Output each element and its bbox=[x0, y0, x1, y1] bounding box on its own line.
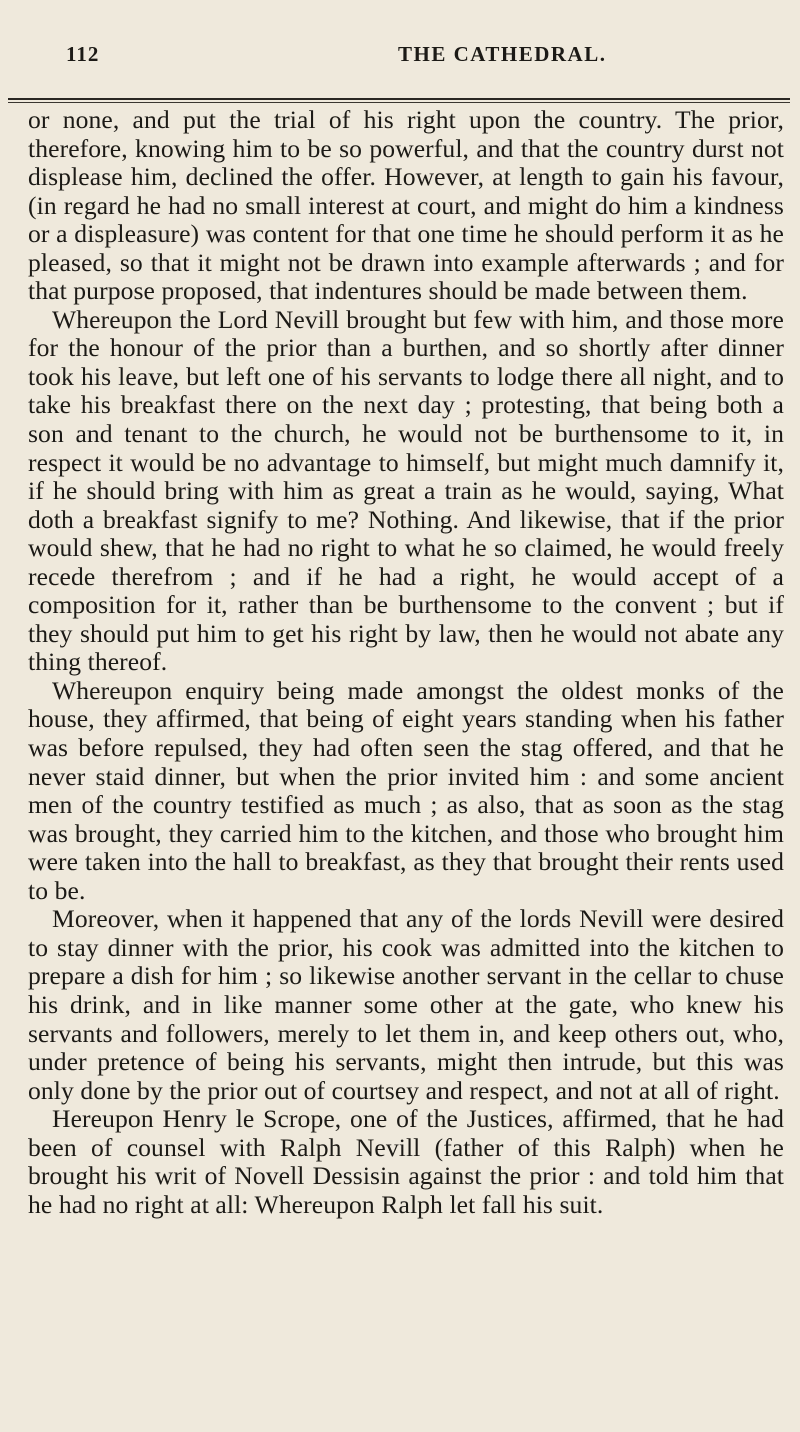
paragraph: Whereupon the Lord Nevill brought but few with him, and those more for the honour of the prior than a burthen, and so shortly after dinner took his leave, but left one of his servants to lodge there all night, and to take his breakfast there on the next day ; protesting, that being both a son and tenant to the church, he would not be burthensome to it, in respect it would be no advantage to himself, but might much damnify it, if he should bring with him as great a train as he would, saying, What doth a breakfast signify to me? Nothing. And likewise, that if the prior would shew, that he had no right to what he so claimed, he would freely recede therefrom ; and if he had a right, he would accept of a composition for it, rather than be burthensome to the convent ; but if they should put him to get his right by law, then he would not abate any thing thereof. bbox=[28, 304, 784, 677]
paragraph: Moreover, when it happened that any of the lords Nevill were desired to stay dinner with the prior, his cook was admitted into the kitchen to prepare a dish for him ; so likewise another servant in the cellar to chuse his drink, and in like manner some other at the gate, who knew his servants and followers, merely to let them in, and keep others out, who, under pretence of being his servants, might then intrude, but this was only done by the prior out of courtsey and respect, and not at all of right. bbox=[28, 904, 784, 1105]
header-rule bbox=[8, 98, 790, 100]
running-head bbox=[52, 0, 782, 70]
paragraph: Whereupon enquiry being made amongst the oldest monks of the house, they affirmed, that being of eight years standing when his father was before repulsed, they had often seen the stag offered, and that he never staid dinner, but when the prior invited him : and some ancient men of the country testified as much ; as also, that as soon as the stag was brought, they carried him to the kitchen, and those who brought him were taken into the hall to breakfast, as they that brought their rents used to be. bbox=[28, 675, 784, 905]
running-title: THE CATHEDRAL. bbox=[398, 42, 607, 66]
page-number: 112 bbox=[66, 42, 100, 66]
paragraph: Hereupon Henry le Scrope, one of the Justices, affirmed, that he had been of counsel with Ralph Nevill (father of this Ralph) when he brought his writ of Novell Dessisin against the prior : and told him that he had no right at all: Whereupon Ralph let fall his suit. bbox=[28, 1104, 784, 1219]
header-rule-thin bbox=[8, 102, 790, 103]
paragraph: or none, and put the trial of his right upon the country. The prior, therefore, knowing him to be so powerful, and that the country durst not displease him, declined the offer. However, at length to gain his favour, (in regard he had no small interest at court, and might do him a kindness or a displeasure) was content for that one time he should perform it as he pleased, so that it might not be drawn into example afterwards ; and for that purpose proposed, that indentures should be made between them. bbox=[28, 105, 784, 306]
body-text bbox=[28, 106, 784, 1219]
